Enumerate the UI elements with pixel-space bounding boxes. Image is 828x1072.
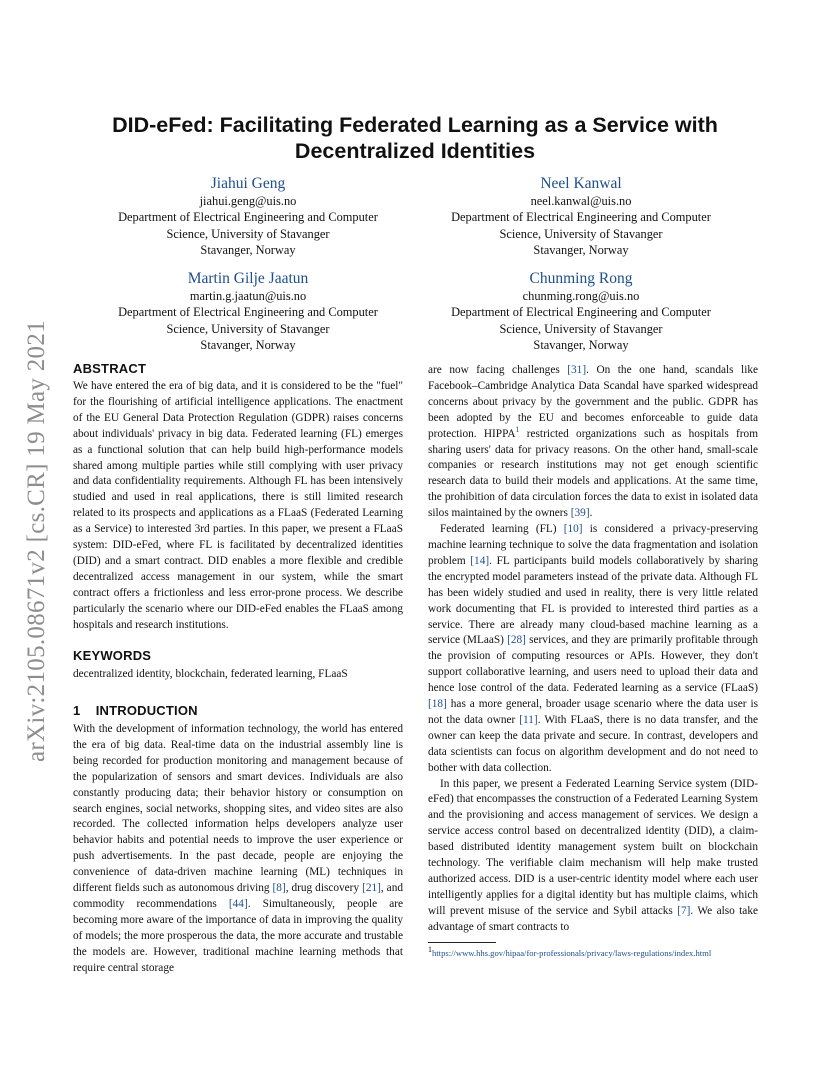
text-run: With the development of information technology, the world has entered the era of big data. Real-time data on the industrial assembly line is being recorded for production monitoring and management because of the popularization of sensors and smart devices. Individuals are also constantly producing data; their behavior history or consumption on search engines, social networks, shopping sites, and video sites are also recorded. The collected information helps developers analyze user behavior habits and potential needs to improve the user experience or push advertisements. In the past decade, people are enjoying the convenience of data-driven machine learning (ML) techniques in different fields such as autonomous driving bbox=[73, 723, 403, 895]
arxiv-stamp bbox=[22, 282, 52, 762]
author-location: Stavanger, Norway bbox=[200, 337, 296, 352]
author-location: Stavanger, Norway bbox=[533, 242, 629, 257]
author-email[interactable]: martin.g.jaatun@uis.no bbox=[189, 289, 307, 303]
introduction-text bbox=[73, 722, 403, 977]
abstract-text bbox=[73, 379, 403, 634]
author-name[interactable]: Neel Kanwal bbox=[540, 175, 622, 192]
paper-title-line-2: Decentralized Identities bbox=[294, 139, 536, 163]
footnote-link[interactable]: https://www.hhs.gov/hipaa/for-professionals/privacy/laws-regulations/index.html bbox=[432, 948, 712, 958]
citation-link[interactable]: [31] bbox=[567, 364, 587, 376]
right-column-text bbox=[428, 363, 758, 936]
citation-link[interactable]: [10] bbox=[563, 523, 583, 536]
citation-link[interactable]: [39] bbox=[570, 507, 590, 520]
author-block bbox=[416, 174, 746, 258]
text-run: . We also take advantage of smart contracts to bbox=[428, 904, 758, 933]
author-email[interactable]: chunming.rong@uis.no bbox=[522, 289, 640, 303]
paragraph bbox=[428, 777, 758, 936]
text-run: . bbox=[589, 507, 593, 520]
text-run: . FL participants build models collaboratively by sharing the encrypted model parameters instead of the private data. Although FL has been widely studied and used in reality, there is very little related work documenting that FL is provided to interested third parties as a service. There are already many cloud-based machine learning as a service (MLaaS) bbox=[428, 554, 758, 647]
section-title: INTRODUCTION bbox=[95, 703, 198, 718]
author-location: Stavanger, Norway bbox=[200, 242, 296, 257]
author-email[interactable]: jiahui.geng@uis.no bbox=[199, 194, 297, 208]
introduction-heading bbox=[73, 703, 198, 718]
author-affiliation: Department of Electrical Engineering and Computer bbox=[118, 210, 378, 225]
author-block bbox=[83, 174, 413, 258]
author-affiliation: Department of Electrical Engineering and Computer bbox=[451, 210, 711, 225]
citation-link[interactable]: [7] bbox=[677, 904, 691, 917]
text-run: Federated learning (FL) bbox=[440, 523, 564, 536]
author-affiliation: Science, University of Stavanger bbox=[166, 226, 330, 241]
author-location: Stavanger, Norway bbox=[533, 337, 629, 352]
paragraph bbox=[428, 363, 758, 522]
citation-link[interactable]: [11] bbox=[519, 713, 538, 726]
author-email[interactable]: neel.kanwal@uis.no bbox=[530, 194, 632, 208]
arxiv-identifier[interactable]: arXiv:2105.08671v2 [cs.CR] 19 May 2021 bbox=[23, 320, 50, 762]
author-name[interactable]: Jiahui Geng bbox=[210, 175, 286, 192]
text-run: , and commodity recommendations bbox=[73, 882, 403, 910]
text-run: restricted organizations such as hospitals from sharing users' data for privacy reasons. On the other hand, small-scale companies or research institutions may not get enough scientific research data to build their models and applications. At the same time, the prohibition of data circulation forces the data to exist in isolated data silos maintained by the owners bbox=[428, 427, 758, 520]
footnote bbox=[428, 947, 711, 959]
keywords-text bbox=[73, 667, 403, 683]
citation-link[interactable]: [28] bbox=[507, 634, 526, 647]
citation-link[interactable]: [21] bbox=[362, 882, 381, 895]
text-run: services, and they are primarily profitable through the provision of computing resources or APIs. However, they don't support collaborative learning, and users need to upload their data and hence lose control of the data. Federated learning as a service (FLaaS) bbox=[428, 634, 759, 695]
text-run: . Simultaneously, people are becoming more aware of the importance of data in improving the quality of models; the more prosperous the data, the more accurate and trustable the models are. However, traditional machine learning methods that require central storage bbox=[73, 897, 403, 974]
introduction-paragraph bbox=[73, 722, 403, 977]
keywords-list: decentralized identity, blockchain, federated learning, FLaaS bbox=[73, 668, 348, 680]
text-run: , drug discovery bbox=[285, 882, 363, 895]
author-block bbox=[83, 269, 413, 353]
citation-link[interactable]: [8] bbox=[272, 882, 286, 895]
citation-link[interactable]: [18] bbox=[428, 698, 447, 711]
text-run: . On the one hand, scandals like Facebook–Cambridge Analytica Data Scandal have sparked widespread concerns about privacy by the government and the public. GDPR has been adopted by the EU and becomes enforceable to guide data protection. HIPPA bbox=[428, 364, 758, 440]
author-affiliation: Science, University of Stavanger bbox=[166, 321, 330, 336]
author-affiliation: Department of Electrical Engineering and Computer bbox=[118, 305, 378, 320]
author-affiliation: Science, University of Stavanger bbox=[499, 226, 663, 241]
abstract-heading: ABSTRACT bbox=[73, 361, 147, 376]
footnote-divider bbox=[428, 942, 496, 943]
citation-link[interactable]: [44] bbox=[228, 897, 248, 910]
footnote-number: 1 bbox=[428, 945, 432, 955]
author-affiliation: Department of Electrical Engineering and Computer bbox=[451, 305, 711, 320]
author-block bbox=[416, 269, 746, 353]
keywords-heading: KEYWORDS bbox=[73, 648, 152, 663]
author-name[interactable]: Chunming Rong bbox=[529, 270, 633, 287]
abstract-paragraph: We have entered the era of big data, and it is considered to be the "fuel" for the flourishing of artificial intelligence applications. The enactment of the EU General Data Protection Regulation (GDPR) raises concerns about individuals' privacy in big data. Federated learning (FL) emerges as a functional solution that can help build high-performance models shared among multiple parties while still complying with user privacy and data confidentiality requirements. Although FL has been intensively studied and used in real applications, there is still limited research related to its prospects and applications as a FLaaS (Federated Learning as a Service) to interested 3rd parties. In this paper, we present a FLaaS system: DID-eFed, where FL is facilitated by decentralized identities (DID) and a smart contract. DID enables a more flexible and credible decentralized access management in our system, while the smart contract offers a frictionless and less error-prone process. We describe particularly the scenario where our DID-eFed enables the FLaaS among hospitals and research institutions. bbox=[73, 380, 403, 631]
text-run: In this paper, we present a Federated Learning Service system (DID-eFed) that encompasses the construction of a Federated Learning System and the provisioning and access management of services. We design a service access control based on decentralized identity (DID), a claim-based distributed identity management system built on blockchain technology. The verifiable claim mechanism will help make trusted authorized access. DID is a user-centric identity model where each user intelligently applies for a digital identity but has multiple claims, which will prevent misuse of the service and Sybil attacks bbox=[428, 777, 758, 917]
section-number: 1 bbox=[73, 703, 81, 718]
paragraph bbox=[428, 522, 758, 777]
text-run: is considered a privacy-preserving machine learning technique to solve the data fragmentation and isolation problem bbox=[428, 523, 758, 567]
text-run: has a more general, broader usage scenario where the data user is not the data owner bbox=[428, 698, 758, 726]
footnote-marker[interactable]: 1 bbox=[515, 424, 520, 434]
author-affiliation: Science, University of Stavanger bbox=[499, 321, 663, 336]
text-run: . With FLaaS, there is no data transfer, and the owner can keep the data private and secure. In contrast, developers and data scientists can focus on algorithm development and do not need to bother with data collection. bbox=[428, 713, 758, 774]
text-run: are now facing challenges bbox=[428, 364, 568, 376]
paper-title-line-1: DID-eFed: Facilitating Federated Learning as a Service with bbox=[112, 113, 718, 137]
citation-link[interactable]: [14] bbox=[470, 554, 490, 567]
author-name[interactable]: Martin Gilje Jaatun bbox=[187, 270, 309, 287]
